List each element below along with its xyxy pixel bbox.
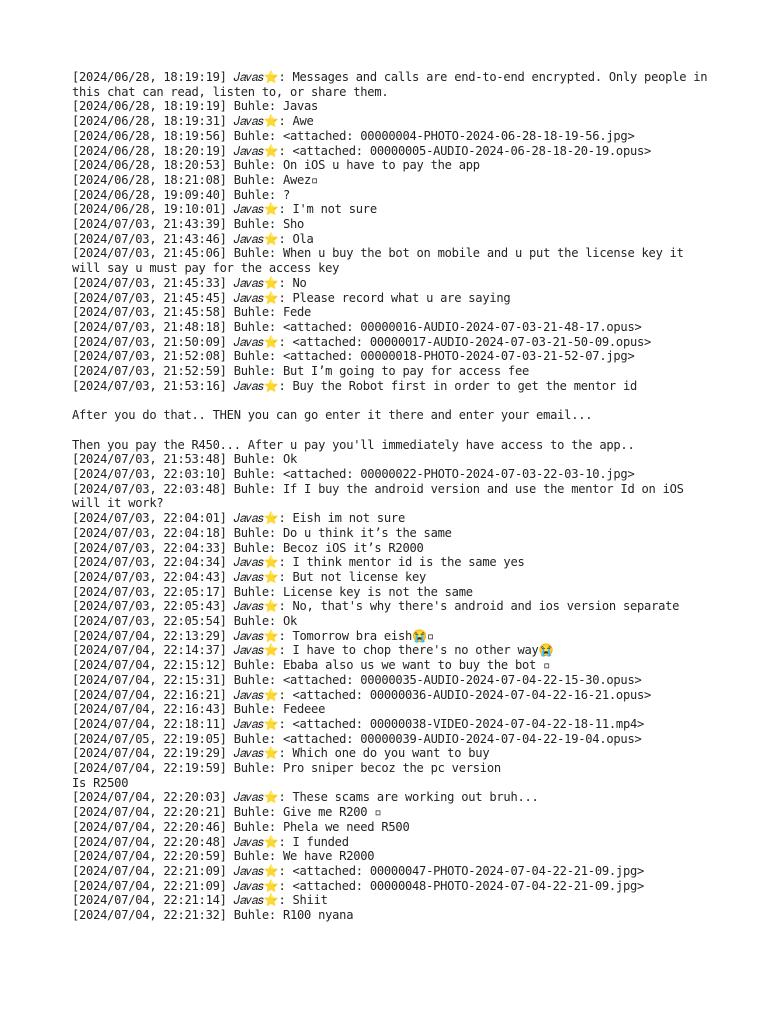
message-sender: Buhle xyxy=(233,525,269,540)
chat-message: [2024/06/28, 18:20:19] 𝐽𝑎𝑣𝑎𝑠⭐: <attached: 00000005-AUDIO-2024-06-28-18-20-19.opus> xyxy=(72,143,652,158)
message-sender: 𝐽𝑎𝑣𝑎𝑠⭐ xyxy=(233,716,279,731)
message-text: <attached: 00000048-PHOTO-2024-07-04-22-21-09.jpg> xyxy=(292,878,645,893)
message-sender: 𝐽𝑎𝑣𝑎𝑠⭐ xyxy=(233,878,279,893)
message-text: <attached: 00000022-PHOTO-2024-07-03-22-03-10.jpg> xyxy=(282,466,635,481)
message-sender: Buhle xyxy=(233,761,269,776)
message-text: Do u think it’s the same xyxy=(282,525,452,540)
message-sender: Buhle xyxy=(233,319,269,334)
message-timestamp: [2024/07/04, 22:20:46] xyxy=(72,819,227,834)
message-text: If I buy the android version and use the mentor Id on iOS will it work? xyxy=(72,481,691,511)
message-sender: 𝐽𝑎𝑣𝑎𝑠⭐ xyxy=(233,70,279,84)
message-text: On iOS u have to pay the app xyxy=(282,158,480,173)
message-text: Ebaba also us we want to buy the bot ▫ xyxy=(282,658,551,673)
chat-message: [2024/07/05, 22:19:05] Buhle: <attached: 00000039-AUDIO-2024-07-04-22-19-04.opus> xyxy=(72,731,642,746)
message-timestamp: [2024/07/05, 22:19:05] xyxy=(72,731,227,746)
chat-transcript xyxy=(72,70,715,923)
chat-message: [2024/07/03, 21:43:46] 𝐽𝑎𝑣𝑎𝑠⭐: Ola xyxy=(72,231,314,246)
message-text: <attached: 00000047-PHOTO-2024-07-04-22-21-09.jpg> xyxy=(292,863,645,878)
chat-message: [2024/06/28, 18:19:19] Buhle: Javas xyxy=(72,99,319,114)
message-timestamp: [2024/06/28, 18:21:08] xyxy=(72,172,227,187)
chat-message: [2024/07/03, 22:04:01] 𝐽𝑎𝑣𝑎𝑠⭐: Eish im not sure xyxy=(72,511,405,526)
message-timestamp: [2024/07/03, 21:45:33] xyxy=(72,275,227,290)
message-timestamp: [2024/07/03, 22:03:10] xyxy=(72,466,227,481)
message-text: Buy the Robot first in order to get the mentor id After you do that.. THEN you can go enter it there and enter your email... Then you pay the R450... After u pay you'll immediately have access to the app.. xyxy=(72,378,638,452)
chat-message: [2024/07/04, 22:20:48] 𝐽𝑎𝑣𝑎𝑠⭐: I funded xyxy=(72,834,349,849)
message-sender: Buhle xyxy=(233,466,269,481)
message-timestamp: [2024/07/04, 22:19:29] xyxy=(72,746,227,761)
message-timestamp: [2024/07/03, 21:53:48] xyxy=(72,452,227,467)
message-text: Messages and calls are end-to-end encrypted. Only people in this chat can read, listen to, or share them. xyxy=(72,70,715,99)
chat-message: [2024/06/28, 19:10:01] 𝐽𝑎𝑣𝑎𝑠⭐: I'm not sure xyxy=(72,202,377,217)
message-sender: 𝐽𝑎𝑣𝑎𝑠⭐ xyxy=(233,893,279,908)
message-text: I funded xyxy=(292,834,349,849)
message-sender: Buhle xyxy=(233,849,269,864)
message-timestamp: [2024/07/04, 22:21:32] xyxy=(72,908,227,923)
message-timestamp: [2024/07/03, 22:04:43] xyxy=(72,569,227,584)
message-sender: 𝐽𝑎𝑣𝑎𝑠⭐ xyxy=(233,790,279,805)
message-sender: Buhle xyxy=(233,481,269,496)
message-timestamp: [2024/07/03, 21:52:59] xyxy=(72,364,227,379)
message-timestamp: [2024/06/28, 18:20:53] xyxy=(72,158,227,173)
message-timestamp: [2024/07/04, 22:13:29] xyxy=(72,628,227,643)
message-timestamp: [2024/07/03, 21:45:45] xyxy=(72,290,227,305)
message-timestamp: [2024/07/04, 22:21:09] xyxy=(72,863,227,878)
chat-message: [2024/07/03, 22:04:34] 𝐽𝑎𝑣𝑎𝑠⭐: I think mentor id is the same yes xyxy=(72,555,525,570)
message-sender: Buhle xyxy=(233,658,269,673)
message-text: Ok xyxy=(282,452,297,467)
message-sender: Buhle xyxy=(233,702,269,717)
message-timestamp: [2024/06/28, 19:09:40] xyxy=(72,187,227,202)
message-sender: Buhle xyxy=(233,172,269,187)
chat-message: [2024/07/03, 21:48:18] Buhle: <attached: 00000016-AUDIO-2024-07-03-21-48-17.opus> xyxy=(72,319,642,334)
message-sender: Buhle xyxy=(233,819,269,834)
message-timestamp: [2024/07/04, 22:20:59] xyxy=(72,849,227,864)
chat-message: [2024/07/04, 22:16:21] 𝐽𝑎𝑣𝑎𝑠⭐: <attached: 00000036-AUDIO-2024-07-04-22-16-21.opus> xyxy=(72,687,652,702)
message-sender: Buhle xyxy=(233,349,269,364)
message-text: <attached: 00000036-AUDIO-2024-07-04-22-16-21.opus> xyxy=(292,687,652,702)
chat-message: [2024/07/04, 22:16:43] Buhle: Fedeee xyxy=(72,702,326,717)
message-timestamp: [2024/07/03, 22:04:01] xyxy=(72,511,227,526)
message-sender: 𝐽𝑎𝑣𝑎𝑠⭐ xyxy=(233,114,279,129)
message-text: <attached: 00000038-VIDEO-2024-07-04-22-18-11.mp4> xyxy=(292,716,645,731)
chat-message: [2024/06/28, 18:21:08] Buhle: Awez▫ xyxy=(72,172,319,187)
chat-message: [2024/07/04, 22:21:09] 𝐽𝑎𝑣𝑎𝑠⭐: <attached: 00000048-PHOTO-2024-07-04-22-21-09.jpg> xyxy=(72,878,645,893)
chat-message: [2024/07/03, 21:52:59] Buhle: But I’m going to pay for access fee xyxy=(72,364,530,379)
message-sender: 𝐽𝑎𝑣𝑎𝑠⭐ xyxy=(233,378,279,393)
message-timestamp: [2024/07/03, 21:45:06] xyxy=(72,246,227,261)
message-sender: Buhle xyxy=(233,158,269,173)
message-timestamp: [2024/07/03, 22:05:43] xyxy=(72,599,227,614)
message-text: No, that's why there's android and ios version separate xyxy=(292,599,680,614)
message-text: <attached: 00000017-AUDIO-2024-07-03-21-50-09.opus> xyxy=(292,334,652,349)
message-sender: 𝐽𝑎𝑣𝑎𝑠⭐ xyxy=(233,628,279,643)
chat-message: [2024/07/04, 22:20:03] 𝐽𝑎𝑣𝑎𝑠⭐: These scams are working out bruh... xyxy=(72,790,539,805)
message-timestamp: [2024/07/03, 21:50:09] xyxy=(72,334,227,349)
message-sender: Buhle xyxy=(233,99,269,114)
message-text: <attached: 00000018-PHOTO-2024-07-03-21-52-07.jpg> xyxy=(282,349,635,364)
message-sender: Buhle xyxy=(233,452,269,467)
message-sender: 𝐽𝑎𝑣𝑎𝑠⭐ xyxy=(233,834,279,849)
message-timestamp: [2024/07/04, 22:21:14] xyxy=(72,893,227,908)
message-timestamp: [2024/07/04, 22:16:43] xyxy=(72,702,227,717)
message-text: I think mentor id is the same yes xyxy=(292,555,525,570)
message-timestamp: [2024/07/04, 22:15:31] xyxy=(72,672,227,687)
message-text: Awe xyxy=(292,114,314,129)
message-sender: 𝐽𝑎𝑣𝑎𝑠⭐ xyxy=(233,231,279,246)
message-timestamp: [2024/06/28, 18:19:31] xyxy=(72,114,227,129)
message-timestamp: [2024/06/28, 18:20:19] xyxy=(72,143,227,158)
message-sender: 𝐽𝑎𝑣𝑎𝑠⭐ xyxy=(233,643,279,658)
message-sender: 𝐽𝑎𝑣𝑎𝑠⭐ xyxy=(233,275,279,290)
message-sender: Buhle xyxy=(233,614,269,629)
chat-message: [2024/07/03, 21:45:06] Buhle: When u buy the bot on mobile and u put the license key it will say u must pay for the access key xyxy=(72,246,691,276)
message-text: <attached: 00000004-PHOTO-2024-06-28-18-19-56.jpg> xyxy=(282,128,635,143)
chat-message: [2024/07/03, 22:03:10] Buhle: <attached: 00000022-PHOTO-2024-07-03-22-03-10.jpg> xyxy=(72,466,635,481)
message-timestamp: [2024/07/04, 22:19:59] xyxy=(72,761,227,776)
message-text: Fede xyxy=(282,305,312,320)
chat-message: [2024/07/03, 22:04:18] Buhle: Do u think it’s the same xyxy=(72,525,452,540)
message-text: No xyxy=(292,275,307,290)
message-sender: Buhle xyxy=(233,128,269,143)
message-text: Give me R200 ▫ xyxy=(282,805,382,820)
chat-message: [2024/07/04, 22:21:09] 𝐽𝑎𝑣𝑎𝑠⭐: <attached: 00000047-PHOTO-2024-07-04-22-21-09.jpg> xyxy=(72,863,645,878)
chat-message: [2024/07/04, 22:18:11] 𝐽𝑎𝑣𝑎𝑠⭐: <attached: 00000038-VIDEO-2024-07-04-22-18-11.mp4> xyxy=(72,716,645,731)
chat-message: [2024/07/03, 22:03:48] Buhle: If I buy the android version and use the mentor Id on iOS will it work? xyxy=(72,481,691,511)
message-timestamp: [2024/06/28, 18:19:56] xyxy=(72,128,227,143)
chat-message: [2024/06/28, 18:19:31] 𝐽𝑎𝑣𝑎𝑠⭐: Awe xyxy=(72,114,314,129)
message-timestamp: [2024/07/03, 21:53:16] xyxy=(72,378,227,393)
chat-message: [2024/07/04, 22:20:46] Buhle: Phela we need R500 xyxy=(72,819,410,834)
message-sender: Buhle xyxy=(233,805,269,820)
message-timestamp: [2024/07/03, 21:43:46] xyxy=(72,231,227,246)
message-text: Awez▫ xyxy=(282,172,319,187)
message-text: ? xyxy=(282,187,290,202)
message-timestamp: [2024/07/04, 22:18:11] xyxy=(72,716,227,731)
chat-message: [2024/07/04, 22:20:59] Buhle: We have R2000 xyxy=(72,849,375,864)
message-text: Ola xyxy=(292,231,314,246)
message-timestamp: [2024/07/04, 22:16:21] xyxy=(72,687,227,702)
message-sender: Buhle xyxy=(233,731,269,746)
message-timestamp: [2024/07/03, 22:03:48] xyxy=(72,481,227,496)
message-sender: Buhle xyxy=(233,540,269,555)
message-text: <attached: 00000016-AUDIO-2024-07-03-21-48-17.opus> xyxy=(282,319,642,334)
message-sender: Buhle xyxy=(233,246,269,261)
message-sender: 𝐽𝑎𝑣𝑎𝑠⭐ xyxy=(233,555,279,570)
message-sender: 𝐽𝑎𝑣𝑎𝑠⭐ xyxy=(233,334,279,349)
message-sender: 𝐽𝑎𝑣𝑎𝑠⭐ xyxy=(233,290,279,305)
message-timestamp: [2024/07/03, 22:04:33] xyxy=(72,540,227,555)
message-sender: Buhle xyxy=(233,908,269,923)
chat-message: [2024/06/28, 18:19:56] Buhle: <attached: 00000004-PHOTO-2024-06-28-18-19-56.jpg> xyxy=(72,128,635,143)
chat-message: [2024/06/28, 19:09:40] Buhle: ? xyxy=(72,187,290,202)
message-timestamp: [2024/07/04, 22:20:21] xyxy=(72,805,227,820)
message-text: Phela we need R500 xyxy=(282,819,410,834)
message-text: Javas xyxy=(282,99,319,114)
message-text: Shiit xyxy=(292,893,328,908)
message-text: Ok xyxy=(282,614,297,629)
message-timestamp: [2024/07/04, 22:15:12] xyxy=(72,658,227,673)
message-timestamp: [2024/06/28, 19:10:01] xyxy=(72,202,227,217)
message-text: Which one do you want to buy xyxy=(292,746,490,761)
message-timestamp: [2024/07/04, 22:20:48] xyxy=(72,834,227,849)
chat-message: [2024/07/03, 21:43:39] Buhle: Sho xyxy=(72,217,305,232)
message-timestamp: [2024/07/03, 21:52:08] xyxy=(72,349,227,364)
chat-message: [2024/07/03, 21:45:58] Buhle: Fede xyxy=(72,305,312,320)
chat-message: [2024/07/04, 22:14:37] 𝐽𝑎𝑣𝑎𝑠⭐: I have to chop there's no other way😭 xyxy=(72,643,554,658)
message-sender: 𝐽𝑎𝑣𝑎𝑠⭐ xyxy=(233,202,279,217)
message-timestamp: [2024/07/03, 21:45:58] xyxy=(72,305,227,320)
message-timestamp: [2024/07/03, 21:48:18] xyxy=(72,319,227,334)
message-text: Sho xyxy=(282,217,305,232)
message-text: <attached: 00000039-AUDIO-2024-07-04-22-19-04.opus> xyxy=(282,731,642,746)
chat-message: [2024/07/04, 22:13:29] 𝐽𝑎𝑣𝑎𝑠⭐: Tomorrow bra eish😭▫ xyxy=(72,628,434,643)
message-text: <attached: 00000005-AUDIO-2024-06-28-18-20-19.opus> xyxy=(292,143,652,158)
message-timestamp: [2024/07/03, 21:43:39] xyxy=(72,217,227,232)
chat-message: [2024/07/03, 21:45:45] 𝐽𝑎𝑣𝑎𝑠⭐: Please record what u are saying xyxy=(72,290,511,305)
chat-message: [2024/07/04, 22:19:29] 𝐽𝑎𝑣𝑎𝑠⭐: Which one do you want to buy xyxy=(72,746,490,761)
message-sender: 𝐽𝑎𝑣𝑎𝑠⭐ xyxy=(233,511,279,526)
chat-message: [2024/07/03, 22:05:54] Buhle: Ok xyxy=(72,614,297,629)
chat-message: [2024/07/03, 21:45:33] 𝐽𝑎𝑣𝑎𝑠⭐: No xyxy=(72,275,307,290)
chat-message: [2024/07/03, 21:50:09] 𝐽𝑎𝑣𝑎𝑠⭐: <attached: 00000017-AUDIO-2024-07-03-21-50-09.opus> xyxy=(72,334,652,349)
message-text: R100 nyana xyxy=(282,908,354,923)
message-sender: Buhle xyxy=(233,187,269,202)
message-text: But not license key xyxy=(292,569,427,584)
message-timestamp: [2024/07/03, 22:04:18] xyxy=(72,525,227,540)
chat-message: [2024/07/03, 22:04:43] 𝐽𝑎𝑣𝑎𝑠⭐: But not license key xyxy=(72,569,427,584)
chat-message: [2024/07/04, 22:20:21] Buhle: Give me R200 ▫ xyxy=(72,805,382,820)
message-sender: Buhle xyxy=(233,672,269,687)
chat-message: [2024/07/03, 21:53:16] 𝐽𝑎𝑣𝑎𝑠⭐: Buy the Robot first in order to get the mentor id After you do that.. THEN you can go enter it there and enter your email... Then you pay the R450... After u pay you'll immediately have access to the app.. xyxy=(72,378,638,452)
message-sender: 𝐽𝑎𝑣𝑎𝑠⭐ xyxy=(233,569,279,584)
message-sender: Buhle xyxy=(233,305,269,320)
message-text: Tomorrow bra eish😭▫ xyxy=(292,628,434,643)
chat-message: [2024/07/04, 22:21:14] 𝐽𝑎𝑣𝑎𝑠⭐: Shiit xyxy=(72,893,328,908)
chat-message: [2024/07/04, 22:15:12] Buhle: Ebaba also us we want to buy the bot ▫ xyxy=(72,658,551,673)
message-text: I have to chop there's no other way😭 xyxy=(292,643,554,658)
message-text: When u buy the bot on mobile and u put the license key it will say u must pay for the access key xyxy=(72,246,691,276)
message-sender: Buhle xyxy=(233,364,269,379)
message-timestamp: [2024/07/03, 22:05:17] xyxy=(72,584,227,599)
message-timestamp: [2024/07/03, 22:04:34] xyxy=(72,555,227,570)
message-timestamp: [2024/07/04, 22:14:37] xyxy=(72,643,227,658)
chat-message: [2024/07/04, 22:15:31] Buhle: <attached: 00000035-AUDIO-2024-07-04-22-15-30.opus> xyxy=(72,672,642,687)
message-text: Please record what u are saying xyxy=(292,290,511,305)
chat-message: [2024/07/03, 22:04:33] Buhle: Becoz iOS it’s R2000 xyxy=(72,540,424,555)
chat-message: [2024/07/03, 22:05:17] Buhle: License key is not the same xyxy=(72,584,473,599)
message-timestamp: [2024/07/04, 22:21:09] xyxy=(72,878,227,893)
message-text: Becoz iOS it’s R2000 xyxy=(282,540,424,555)
message-timestamp: [2024/06/28, 18:19:19] xyxy=(72,99,227,114)
message-text: We have R2000 xyxy=(282,849,375,864)
chat-message: [2024/06/28, 18:19:19] 𝐽𝑎𝑣𝑎𝑠⭐: Messages and calls are end-to-end encrypted. Only people in this chat can read, listen to, or share them. xyxy=(72,70,715,99)
message-sender: 𝐽𝑎𝑣𝑎𝑠⭐ xyxy=(233,687,279,702)
message-sender: 𝐽𝑎𝑣𝑎𝑠⭐ xyxy=(233,143,279,158)
message-sender: 𝐽𝑎𝑣𝑎𝑠⭐ xyxy=(233,599,279,614)
chat-message: [2024/06/28, 18:20:53] Buhle: On iOS u have to pay the app xyxy=(72,158,480,173)
message-timestamp: [2024/07/04, 22:20:03] xyxy=(72,790,227,805)
message-text: License key is not the same xyxy=(282,584,473,599)
message-text: Eish im not sure xyxy=(292,511,405,526)
message-text: Pro sniper becoz the pc version Is R2500 xyxy=(72,761,501,790)
message-text: I'm not sure xyxy=(292,202,377,217)
message-sender: 𝐽𝑎𝑣𝑎𝑠⭐ xyxy=(233,746,279,761)
message-timestamp: [2024/07/03, 22:05:54] xyxy=(72,614,227,629)
message-text: These scams are working out bruh... xyxy=(292,790,539,805)
chat-message: [2024/07/03, 21:52:08] Buhle: <attached: 00000018-PHOTO-2024-07-03-21-52-07.jpg> xyxy=(72,349,635,364)
message-text: Fedeee xyxy=(282,702,326,717)
chat-message: [2024/07/03, 21:53:48] Buhle: Ok xyxy=(72,452,297,467)
message-sender: Buhle xyxy=(233,217,269,232)
chat-message: [2024/07/04, 22:19:59] Buhle: Pro sniper becoz the pc version Is R2500 xyxy=(72,761,501,790)
message-sender: Buhle xyxy=(233,584,269,599)
chat-message: [2024/07/03, 22:05:43] 𝐽𝑎𝑣𝑎𝑠⭐: No, that's why there's android and ios version separate xyxy=(72,599,680,614)
chat-message: [2024/07/04, 22:21:32] Buhle: R100 nyana xyxy=(72,908,354,923)
message-timestamp: [2024/06/28, 18:19:19] xyxy=(72,70,227,84)
message-text: <attached: 00000035-AUDIO-2024-07-04-22-15-30.opus> xyxy=(282,672,642,687)
message-sender: 𝐽𝑎𝑣𝑎𝑠⭐ xyxy=(233,863,279,878)
message-text: But I’m going to pay for access fee xyxy=(282,364,530,379)
